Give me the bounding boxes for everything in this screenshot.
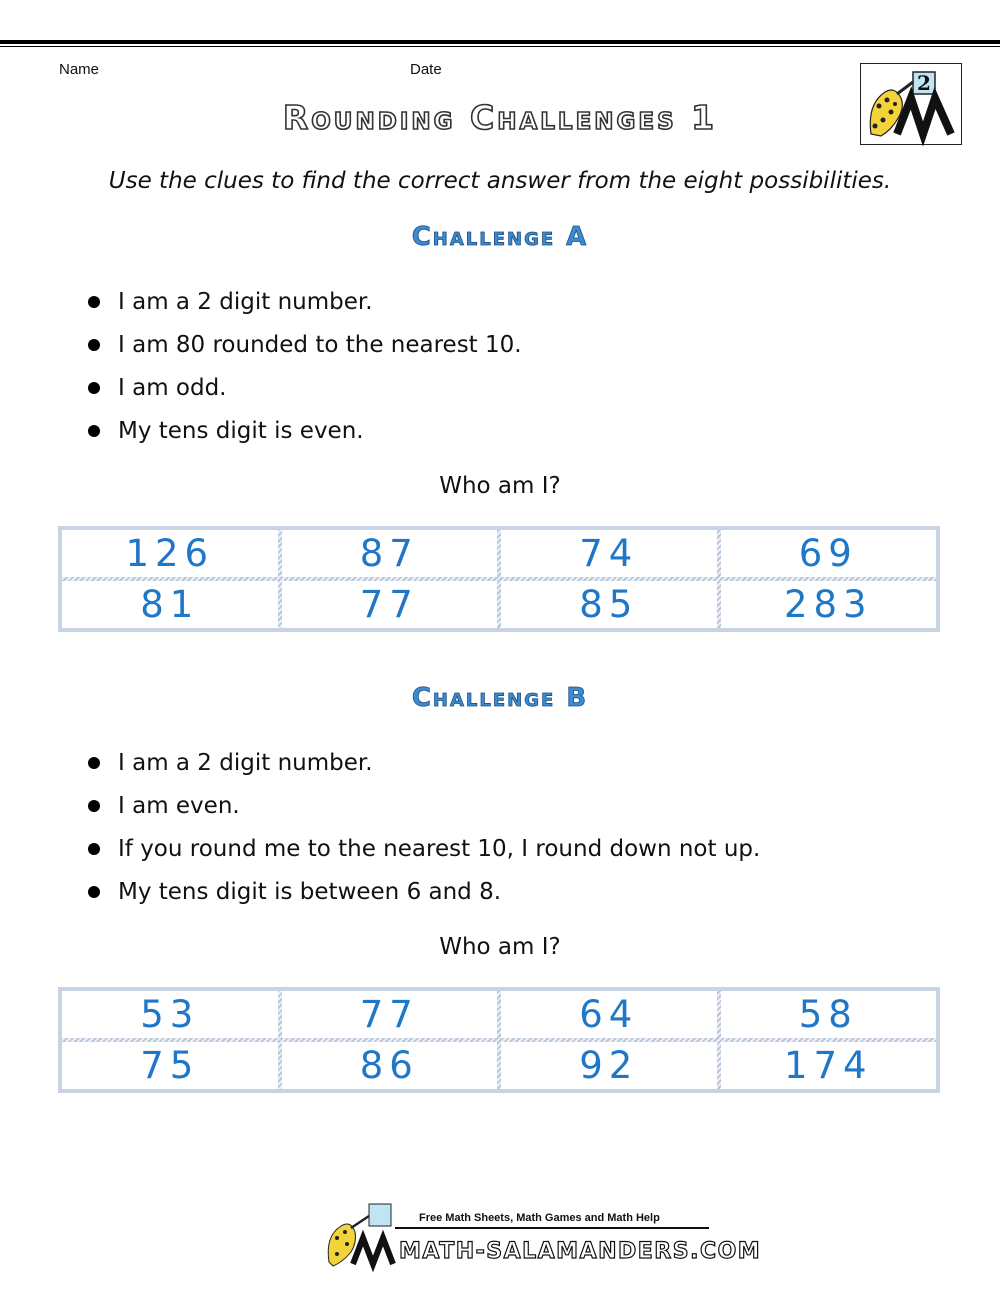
clue-item: [88, 834, 760, 877]
footer-site: Math-Salamanders.com: [399, 1239, 762, 1264]
challenge-a-question: Who am I?: [439, 473, 561, 499]
option-cell: 77: [282, 991, 498, 1038]
option-cell: 87: [282, 530, 498, 577]
option-cell: 64: [501, 991, 717, 1038]
top-rule: [0, 40, 1000, 44]
clue-item: [88, 416, 522, 459]
name-label: Name: [59, 61, 100, 78]
option-cell: 92: [501, 1042, 717, 1089]
option-cell: 86: [282, 1042, 498, 1089]
clue-text: I am a 2 digit number.: [118, 289, 373, 315]
clue-text: I am a 2 digit number.: [118, 750, 373, 776]
challenge-b-question: Who am I?: [439, 934, 561, 960]
bullet-icon: [88, 886, 100, 898]
option-cell: 53: [62, 991, 278, 1038]
clue-text: I am even.: [118, 793, 240, 819]
worksheet-title: Rounding Challenges 1: [282, 98, 718, 137]
option-cell: 126: [62, 530, 278, 577]
bullet-icon: [88, 800, 100, 812]
bullet-icon: [88, 382, 100, 394]
clue-item: [88, 330, 522, 373]
footer-tagline: Free Math Sheets, Math Games and Math Help: [419, 1212, 660, 1224]
clue-item: [88, 877, 760, 920]
option-cell: 283: [721, 581, 937, 628]
bullet-icon: [88, 843, 100, 855]
option-cell: 77: [282, 581, 498, 628]
clue-text: My tens digit is between 6 and 8.: [118, 879, 502, 905]
option-cell: 75: [62, 1042, 278, 1089]
challenge-a-clues: [88, 287, 522, 459]
option-cell: 85: [501, 581, 717, 628]
option-cell: 74: [501, 530, 717, 577]
challenge-a-options: [58, 526, 940, 632]
clue-text: My tens digit is even.: [118, 418, 364, 444]
option-cell: 81: [62, 581, 278, 628]
clue-text: I am 80 rounded to the nearest 10.: [118, 332, 522, 358]
grade-badge-text: 2: [917, 71, 931, 95]
option-cell: 69: [721, 530, 937, 577]
clue-item: [88, 287, 522, 330]
challenge-b-options: [58, 987, 940, 1093]
instructions: Use the clues to find the correct answer from the eight possibilities.: [108, 168, 892, 194]
bullet-icon: [88, 296, 100, 308]
challenge-b-clues: [88, 748, 760, 920]
bullet-icon: [88, 425, 100, 437]
bullet-icon: [88, 339, 100, 351]
date-label: Date: [410, 61, 442, 78]
challenge-a-heading: Challenge A: [411, 222, 589, 252]
clue-item: [88, 373, 522, 416]
clue-text: I am odd.: [118, 375, 227, 401]
clue-item: [88, 791, 760, 834]
challenge-b-heading: Challenge B: [411, 683, 589, 713]
option-cell: 58: [721, 991, 937, 1038]
clue-text: If you round me to the nearest 10, I round down not up.: [118, 836, 761, 862]
footer-logo: [325, 1202, 762, 1268]
bullet-icon: [88, 757, 100, 769]
top-rule-thin: [0, 46, 1000, 47]
option-cell: 174: [721, 1042, 937, 1089]
clue-item: [88, 748, 760, 791]
